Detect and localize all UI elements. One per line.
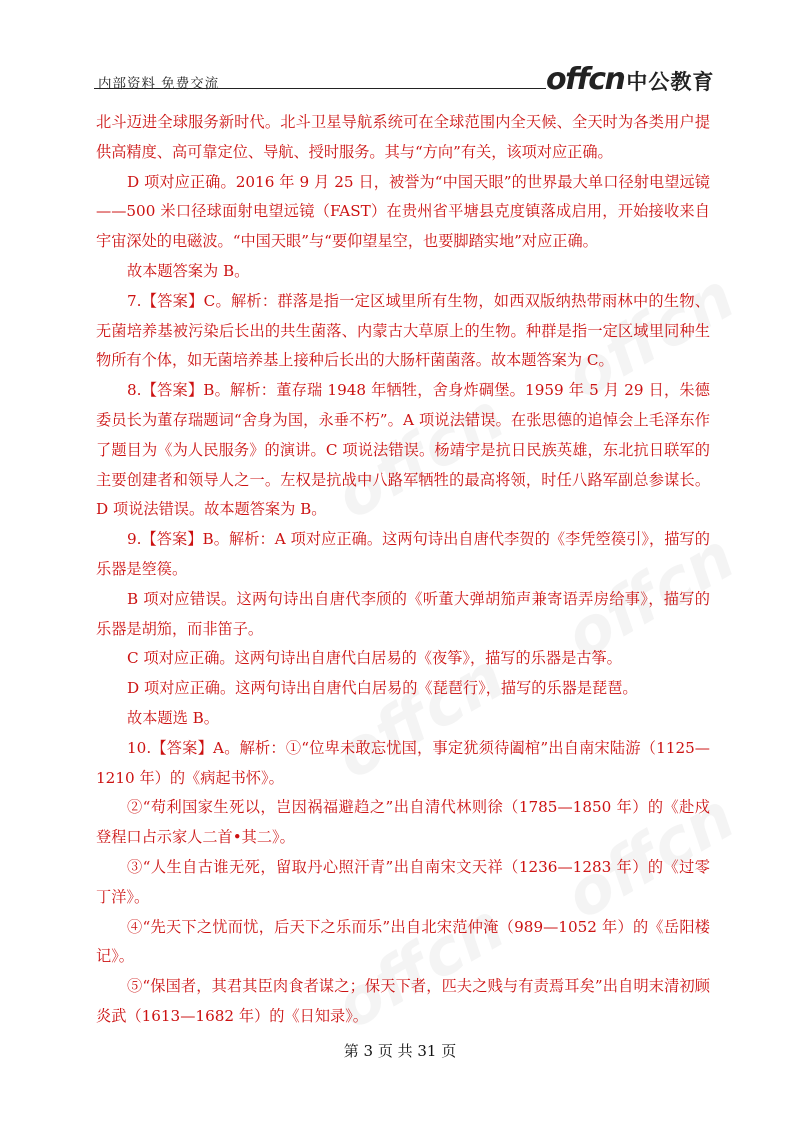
paragraph: 10.【答案】A。解析：①“位卑未敢忘忧国，事定犹须待阖棺”出自南宋陆游（1125—1210 年）的《病起书怀》。 [96,738,710,787]
paragraph: C 项对应正确。这两句诗出自唐代白居易的《夜筝》，描写的乐器是古筝。 [127,649,622,668]
answer-content [96,108,710,1032]
logo-en-text: offcn [546,62,625,97]
logo-cn-text: 中公教育 [626,70,715,94]
paragraph: 北斗迈进全球服务新时代。北斗卫星导航系统可在全球范围内全天候、全天时为各类用户提供高精度、高可靠定位、导航、授时服务。其与“方向”有关，该项对应正确。 [96,113,710,161]
paragraph: 9.【答案】B。解析：A 项对应正确。这两句诗出自唐代李贺的《李凭箜篌引》，描写的乐器是箜篌。 [96,530,710,578]
paragraph: D 项对应正确。2016 年 9 月 25 日，被誉为“中国天眼”的世界最大单口径射电望远镜——500 米口径球面射电望远镜（FAST）在贵州省平塘县克度镇落成启用，开始接收来自宇宙深处的电磁波。“中国天眼”与“要仰望星空，也要脚踏实地”对应正确。 [96,172,710,251]
paragraph: D 项对应正确。这两句诗出自唐代白居易的《琵琶行》，描写的乐器是琵琶。 [127,679,638,698]
page-footer: 第 3 页 共 31 页 [343,1042,457,1060]
page-header [94,62,715,100]
paragraph: 故本题选 B。 [127,708,219,727]
paragraph: ④“先天下之忧而忧，后天下之乐而乐”出自北宋范仲淹（989—1052 年）的《岳阳楼记》。 [96,917,710,966]
offcn-logo [546,62,715,97]
paragraph: ⑤“保国者，其君其臣肉食者谋之；保天下者，匹夫之贱与有责焉耳矣”出自明末清初顾炎武（1613—1682 年）的《日知录》。 [96,977,710,1025]
paragraph: ②“苟利国家生死以，岂因祸福避趋之”出自清代林则徐（1785—1850 年）的《赴戍登程口占示家人二首•其二》。 [96,798,710,847]
paragraph: ③“人生自古谁无死，留取丹心照汗青”出自南宋文天祥（1236—1283 年）的《过零丁洋》。 [96,857,710,906]
paragraph: 故本题答案为 B。 [127,261,250,280]
header-label: 内部资料 免费交流 [98,76,220,92]
paragraph: B 项对应错误。这两句诗出自唐代李颀的《听董大弹胡笳声兼寄语弄房给事》，描写的乐器是胡笳，而非笛子。 [96,589,710,638]
paragraph: 8.【答案】B。解析：董存瑞 1948 年牺牲，舍身炸碉堡。1959 年 5 月 29 日，朱德委员长为董存瑞题词“舍身为国，永垂不朽”。A 项说法错误。在张思德的追悼会上毛泽东作了题目为《为人民服务》的演讲。C 项说法错误。杨靖宇是抗日民族英雄，东北抗日联军的主要创建者和领导人之一。左权是抗战中八路军牺牲的最高将领，时任八路军副总参谋长。D 项说法错误。故本题答案为 B。 [96,381,710,519]
paragraph: 7.【答案】C。解析：群落是指一定区域里所有生物，如西双版纳热带雨林中的生物、无菌培养基被污染后长出的共生菌落、内蒙古大草原上的生物。种群是指一定区域里同种生物所有个体，如无菌培养基上接种后长出的大肠杆菌菌落。故本题答案为 C。 [96,291,710,370]
header-rule [94,88,546,89]
